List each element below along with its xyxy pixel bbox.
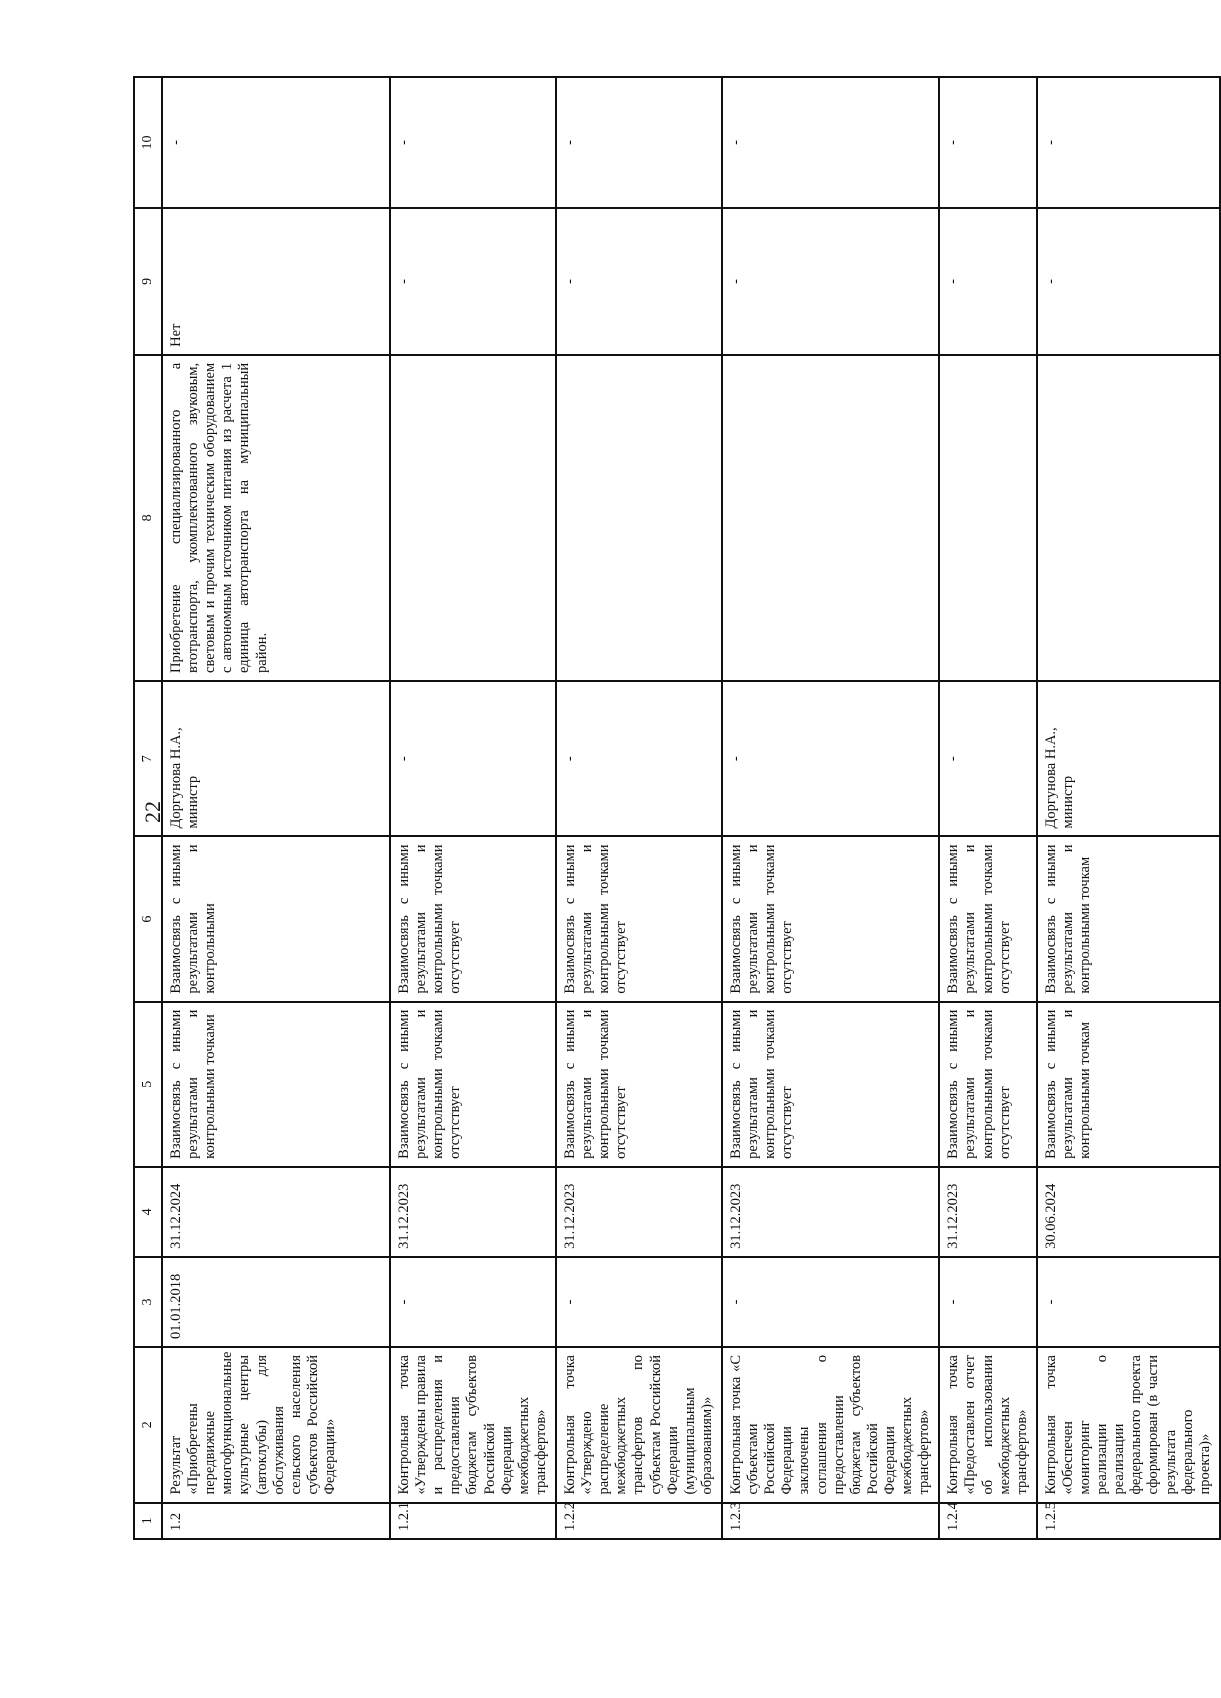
successor-cell: Взаимосвязь с иными результатами и контрольными точками отсутствует — [556, 836, 722, 1001]
description-cell — [1037, 355, 1220, 681]
header-row — [134, 77, 162, 1539]
col10-cell: - — [722, 77, 939, 208]
header-cell-4: 4 — [134, 1167, 162, 1257]
header-cell-8: 8 — [134, 355, 162, 681]
start-date-cell: - — [390, 1257, 556, 1347]
successor-cell: Взаимосвязь с иными результатами и контрольными — [162, 836, 390, 1001]
predecessor-cell: Взаимосвязь с иными результатами и контрольными точками отсутствует — [939, 1002, 1037, 1167]
description-cell — [390, 355, 556, 681]
start-date-cell: - — [939, 1257, 1037, 1347]
col10-cell: - — [390, 77, 556, 208]
result-name-cell: Результат «Приобретены передвижные многофункциональные культурные центры (автоклубы) для обслуживания сельского населения субъектов Российской Федерации» — [162, 1347, 390, 1503]
table-row — [390, 77, 556, 1539]
result-name-cell: Контрольная точка «Утверждены правила и распределения и предоставления бюджетам субъектов Российской Федерации межбюджетных трансфертов» — [390, 1347, 556, 1503]
header-cell-3: 3 — [134, 1257, 162, 1347]
responsible-cell: - — [390, 681, 556, 837]
end-date-cell: 31.12.2023 — [722, 1167, 939, 1257]
col10-cell: - — [162, 77, 390, 208]
end-date-cell: 31.12.2023 — [939, 1167, 1037, 1257]
col10-cell: - — [939, 77, 1037, 208]
responsible-cell: - — [722, 681, 939, 837]
row-number-cell: 1.2 — [162, 1503, 390, 1539]
header-cell-6: 6 — [134, 836, 162, 1001]
responsible-cell: Доргунова Н.А., министр — [162, 681, 390, 837]
end-date-cell: 31.12.2023 — [556, 1167, 722, 1257]
col9-cell: - — [390, 208, 556, 355]
end-date-cell: 30.06.2024 — [1037, 1167, 1220, 1257]
table-row — [939, 77, 1037, 1539]
results-table — [133, 76, 1221, 1540]
header-cell-9: 9 — [134, 208, 162, 355]
start-date-cell: - — [556, 1257, 722, 1347]
col9-cell: - — [939, 208, 1037, 355]
successor-cell: Взаимосвязь с иными результатами и контрольными точками отсутствует — [939, 836, 1037, 1001]
predecessor-cell: Взаимосвязь с иными результатами и контрольными точками отсутствует — [722, 1002, 939, 1167]
result-name-cell: Контрольная точка «Утверждено распределение межбюджетных трансфертов по субъектам Российской Федерации (муниципальным образованиям)» — [556, 1347, 722, 1503]
col9-cell: - — [556, 208, 722, 355]
start-date-cell: - — [722, 1257, 939, 1347]
description-cell: Приобретение специализированного а втотранспорта, укомплектованного звуковым, световым и прочим техническим оборудованием с автономным источником питания из расчета 1 единица автотранспорта на муниципальный район. — [162, 355, 390, 681]
header-cell-5: 5 — [134, 1002, 162, 1167]
col9-cell: - — [722, 208, 939, 355]
predecessor-cell: Взаимосвязь с иными результатами и контрольными точками отсутствует — [390, 1002, 556, 1167]
end-date-cell: 31.12.2023 — [390, 1167, 556, 1257]
header-cell-1: 1 — [134, 1503, 162, 1539]
table-row — [722, 77, 939, 1539]
col9-cell: - — [1037, 208, 1220, 355]
start-date-cell: - — [1037, 1257, 1220, 1347]
result-name-cell: Контрольная точка «С субъектами Российской Федерации заключены соглашения о предоставлении бюджетам субъектов Российской Федерации межбюджетных трансфертов» — [722, 1347, 939, 1503]
row-number-cell: 1.2.5 — [1037, 1503, 1220, 1539]
table-row — [1037, 77, 1220, 1539]
header-cell-7: 7 — [134, 681, 162, 837]
successor-cell: Взаимосвязь с иными результатами и контрольными точками отсутствует — [390, 836, 556, 1001]
description-cell — [939, 355, 1037, 681]
description-cell — [722, 355, 939, 681]
col10-cell: - — [556, 77, 722, 208]
predecessor-cell: Взаимосвязь с иными результатами и контрольными точкам — [1037, 1002, 1220, 1167]
result-name-cell: Контрольная точка «Предоставлен отчет об использовании межбюджетных трансфертов» — [939, 1347, 1037, 1503]
page-number: 22 — [140, 801, 165, 823]
responsible-cell: - — [939, 681, 1037, 837]
predecessor-cell: Взаимосвязь с иными результатами и контрольными точками — [162, 1002, 390, 1167]
responsible-cell: - — [556, 681, 722, 837]
col9-cell: Нет — [162, 208, 390, 355]
predecessor-cell: Взаимосвязь с иными результатами и контрольными точками отсутствует — [556, 1002, 722, 1167]
successor-cell: Взаимосвязь с иными результатами и контрольными точкам — [1037, 836, 1220, 1001]
description-cell — [556, 355, 722, 681]
header-cell-10: 10 — [134, 77, 162, 208]
result-name-cell: Контрольная точка «Обеспечен мониторинг реализации о реализации федерального проекта сформирован (в части результата федерального проекта)» — [1037, 1347, 1220, 1503]
col10-cell: - — [1037, 77, 1220, 208]
row-number-cell: 1.2.2 — [556, 1503, 722, 1539]
start-date-cell: 01.01.2018 — [162, 1257, 390, 1347]
table-row — [162, 77, 390, 1539]
table-row — [556, 77, 722, 1539]
row-number-cell: 1.2.3 — [722, 1503, 939, 1539]
responsible-cell: Доргунова Н.А., министр — [1037, 681, 1220, 837]
header-cell-2: 2 — [134, 1347, 162, 1503]
successor-cell: Взаимосвязь с иными результатами и контрольными точками отсутствует — [722, 836, 939, 1001]
rotated-table-container — [133, 76, 1213, 1540]
row-number-cell: 1.2.4 — [939, 1503, 1037, 1539]
row-number-cell: 1.2.1 — [390, 1503, 556, 1539]
end-date-cell: 31.12.2024 — [162, 1167, 390, 1257]
